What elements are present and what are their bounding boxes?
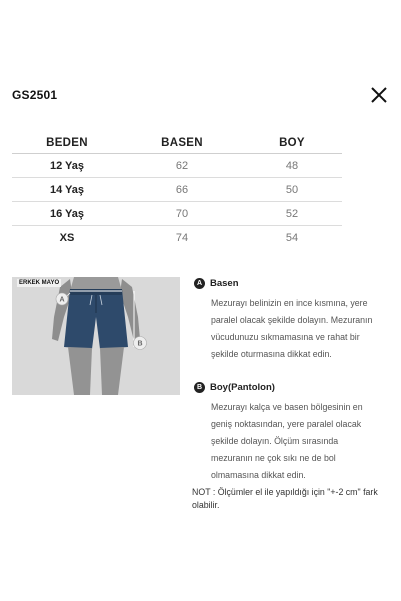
size-cell: XS	[12, 226, 122, 250]
marker-a-label	[59, 297, 64, 304]
instruction-b-body: Mezurayı kalça ve basen bölgesinin en geniş noktasından, yere paralel olacak şekilde dolayın. Ölçüm sırasında mezuranın ne çok sıkı ne de bol olmamasına dikkat edin.	[211, 402, 363, 480]
svg-text:B: B	[137, 340, 143, 348]
boy-cell: 54	[242, 226, 342, 250]
table-row	[12, 226, 342, 250]
marker-b-label	[137, 341, 142, 348]
measurement-figure	[12, 277, 180, 395]
close-icon	[368, 84, 390, 106]
boy-cell: 50	[242, 178, 342, 202]
basen-cell: 62	[175, 159, 189, 172]
figure-label: ERKEK MAYO	[19, 280, 60, 286]
size-cell: 12 Yaş	[49, 159, 85, 172]
column-header-basen: BASEN	[122, 133, 242, 154]
measurement-note: NOT : Ölçümler el ile yapıldığı için "+-2 cm" fark olabilir.	[192, 487, 378, 510]
size-table-header	[12, 133, 342, 154]
product-code: GS2501	[12, 88, 58, 102]
column-header-beden: BEDEN	[12, 133, 122, 154]
basen-cell: 74	[122, 226, 242, 250]
instruction-a-body: Mezurayı belinizin en ince kısmına, yere paralel olacak şekilde dolayın. Mezuranın vücudunuzu sıkmamasına ve rahat bir şekilde oturmasına dikkat edin.	[211, 298, 373, 359]
table-row	[12, 202, 342, 226]
table-row	[12, 154, 342, 178]
svg-text:A: A	[59, 296, 65, 304]
basen-cell: 66	[122, 178, 242, 202]
instruction-b-title: Boy(Pantolon)	[210, 382, 275, 393]
column-header-boy: BOY	[242, 133, 342, 154]
boy-cell: 52	[242, 202, 342, 226]
size-cell: 16 Yaş	[12, 202, 122, 226]
table-row	[12, 178, 342, 202]
model-illustration	[12, 277, 180, 395]
instruction-a-title: Basen	[210, 278, 239, 289]
close-button[interactable]	[368, 84, 390, 106]
basen-cell: 70	[122, 202, 242, 226]
size-table	[12, 133, 342, 249]
badge-b-icon: B	[194, 382, 205, 393]
instruction-b	[194, 382, 394, 484]
instruction-a	[194, 278, 394, 363]
badge-a-icon: A	[194, 278, 205, 289]
size-cell: 14 Yaş	[12, 178, 122, 202]
boy-cell: 48	[285, 159, 299, 172]
